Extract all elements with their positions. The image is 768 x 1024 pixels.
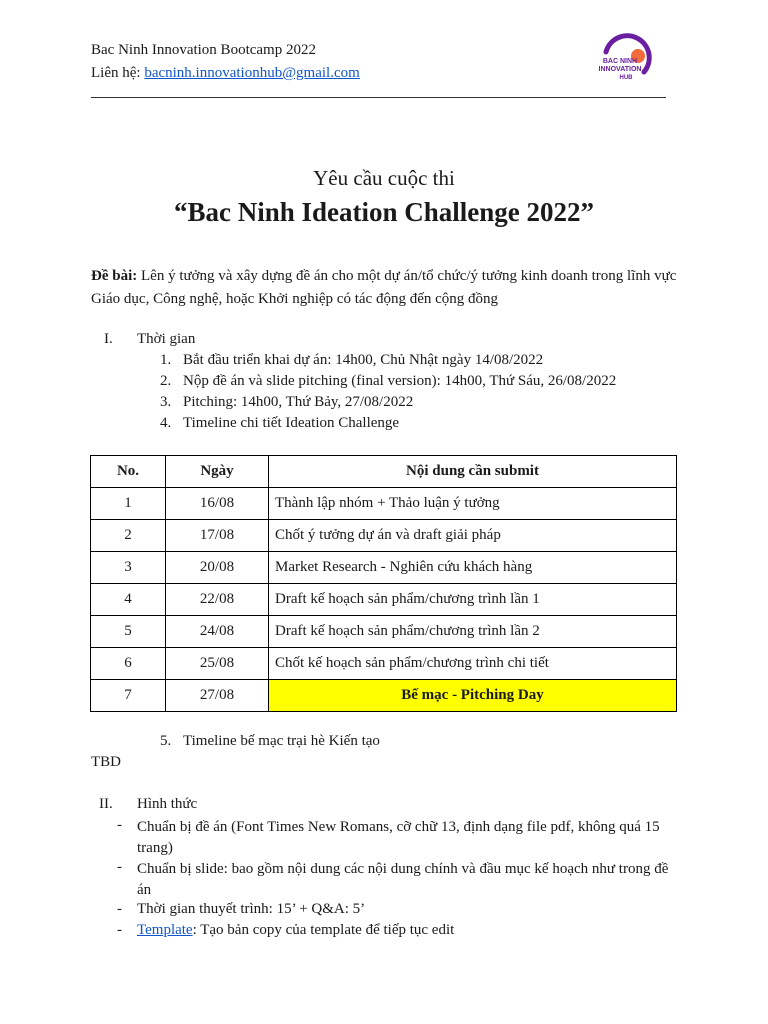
- bullet-dash: -: [117, 817, 122, 833]
- cell-date: 16/08: [166, 488, 269, 520]
- bullet-4-text: : Tạo bản copy của template để tiếp tục edit: [192, 922, 455, 938]
- item-3-number: 3.: [160, 394, 172, 410]
- cell-no: 3: [91, 552, 166, 584]
- logo-text-line-3: HUB: [619, 75, 633, 81]
- cell-content-highlighted: Bế mạc - Pitching Day: [269, 680, 677, 712]
- item-4-number: 4.: [160, 415, 172, 431]
- header-divider: [91, 97, 666, 98]
- timeline-table: [90, 455, 677, 712]
- contact-label: Liên hệ:: [91, 65, 145, 81]
- cell-no: 4: [91, 584, 166, 616]
- bullet-4: [137, 922, 454, 939]
- problem-label: Đề bài:: [91, 268, 138, 284]
- cell-content: Chốt ý tưởng dự án và draft giải pháp: [269, 520, 677, 552]
- item-3-text: Pitching: 14h00, Thứ Bảy, 27/08/2022: [183, 394, 414, 410]
- cell-date: 27/08: [166, 680, 269, 712]
- item-2-number: 2.: [160, 373, 172, 389]
- section-2-title: Hình thức: [137, 796, 198, 812]
- table-row: [91, 584, 677, 616]
- cell-content: Thành lập nhóm + Thảo luận ý tưởng: [269, 488, 677, 520]
- cell-content: Draft kế hoạch sản phẩm/chương trình lần 1: [269, 584, 677, 616]
- document-subtitle: Yêu cầu cuộc thi: [313, 166, 455, 190]
- item-5-text: Timeline bế mạc trại hè Kiến tạo: [183, 733, 380, 749]
- table-row: [91, 488, 677, 520]
- cell-no: 6: [91, 648, 166, 680]
- table-row: [91, 552, 677, 584]
- header-title: Bac Ninh Innovation Bootcamp 2022: [91, 42, 316, 58]
- item-1-number: 1.: [160, 352, 172, 368]
- cell-no: 1: [91, 488, 166, 520]
- problem-statement: [91, 265, 691, 311]
- cell-date: 24/08: [166, 616, 269, 648]
- logo-text-line-2: INNOVATION: [598, 66, 642, 73]
- bullet-dash: -: [117, 901, 122, 917]
- section-2-numeral: II.: [99, 796, 113, 812]
- logo-text-line-1: BAC NINH: [602, 58, 638, 65]
- header-contact: [91, 65, 360, 82]
- cell-date: 22/08: [166, 584, 269, 616]
- item-2-text: Nộp đề án và slide pitching (final version): 14h00, Thứ Sáu, 26/08/2022: [183, 373, 617, 389]
- bullet-3-text: Thời gian thuyết trình: 15’ + Q&A: 5’: [137, 901, 366, 917]
- contact-email-link[interactable]: bacninh.innovationhub@gmail.com: [144, 65, 360, 81]
- cell-date: 17/08: [166, 520, 269, 552]
- cell-no: 7: [91, 680, 166, 712]
- tbd-text: TBD: [91, 754, 121, 770]
- section-1-numeral: I.: [104, 331, 113, 347]
- bullet-1-text: Chuẩn bị đề án (Font Times New Romans, cỡ chữ 13, định dạng file pdf, không quá 15 trang): [137, 819, 660, 856]
- table-row: [91, 616, 677, 648]
- table-row: [91, 520, 677, 552]
- item-1-text: Bắt đầu triển khai dự án: 14h00, Chủ Nhật ngày 14/08/2022: [183, 352, 544, 368]
- cell-content: Chốt kế hoạch sản phẩm/chương trình chi tiết: [269, 648, 677, 680]
- table-row: [91, 648, 677, 680]
- cell-content: Draft kế hoạch sản phẩm/chương trình lần 2: [269, 616, 677, 648]
- header-content: Nội dung cần submit: [269, 456, 677, 488]
- item-5-number: 5.: [160, 733, 172, 749]
- table-row: [91, 680, 677, 712]
- bullet-dash: -: [117, 922, 122, 938]
- section-1-title: Thời gian: [137, 331, 196, 347]
- cell-no: 2: [91, 520, 166, 552]
- cell-content: Market Research - Nghiên cứu khách hàng: [269, 552, 677, 584]
- cell-date: 20/08: [166, 552, 269, 584]
- bullet-dash: -: [117, 859, 122, 875]
- problem-text: Lên ý tưởng và xây dựng đề án cho một dự án/tổ chức/ý tưởng kinh doanh trong lĩnh vực Giáo dục, Công nghệ, hoặc Khởi nghiệp có tác động đến cộng đồng: [91, 268, 677, 307]
- item-4-text: Timeline chi tiết Ideation Challenge: [183, 415, 400, 431]
- cell-no: 5: [91, 616, 166, 648]
- document-title: “Bac Ninh Ideation Challenge 2022”: [173, 197, 595, 227]
- template-link[interactable]: Template: [137, 922, 193, 938]
- table-header-row: [91, 456, 677, 488]
- header-no: No.: [91, 456, 166, 488]
- header-date: Ngày: [166, 456, 269, 488]
- bac-ninh-innovation-hub-logo: [586, 30, 658, 90]
- cell-date: 25/08: [166, 648, 269, 680]
- bullet-2-text: Chuẩn bị slide: bao gồm nội dung các nội dung chính và đầu mục kế hoạch như trong đề án: [137, 861, 669, 898]
